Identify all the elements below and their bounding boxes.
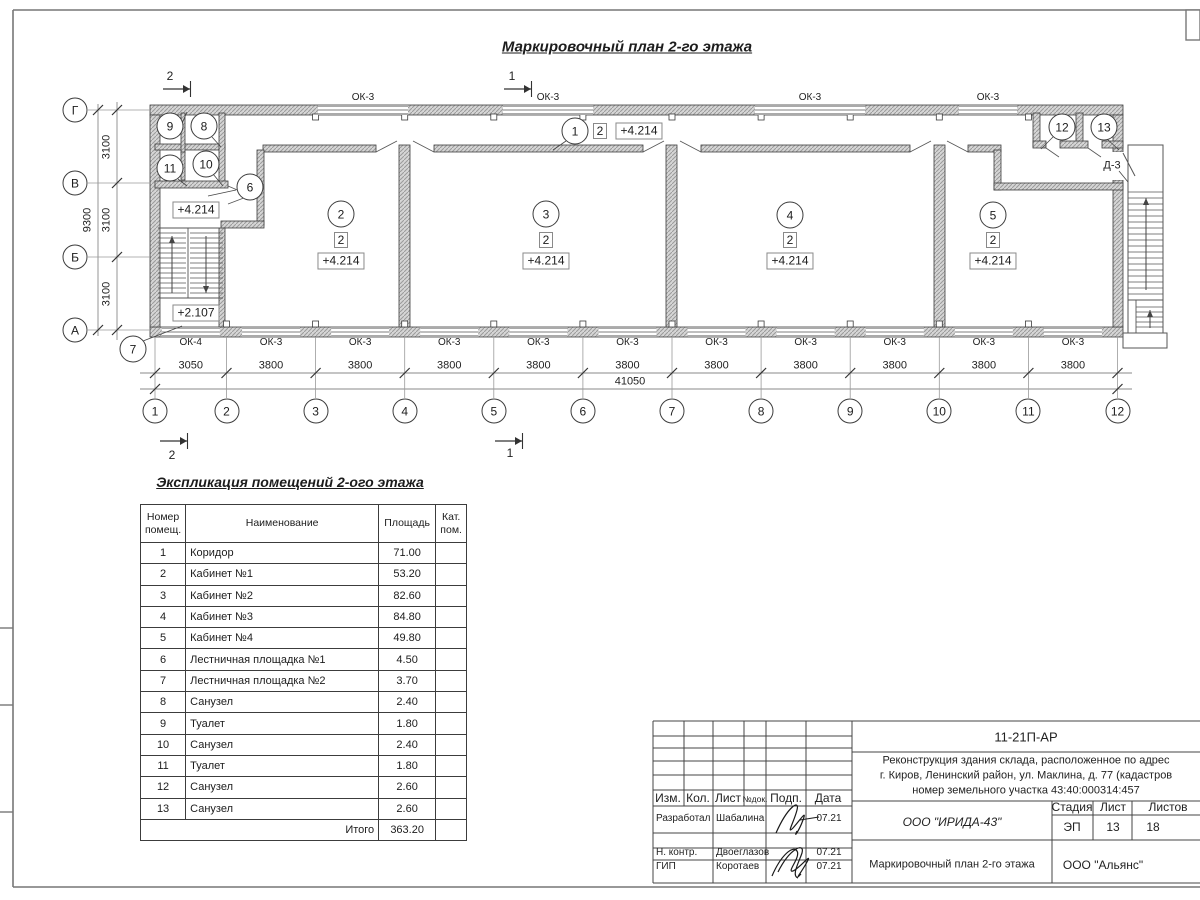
table-row [141,692,467,713]
cell-name: Санузел [186,734,379,755]
room-marker: 3 [533,201,560,228]
cell-name: Санузел [186,798,379,819]
cell-area: 1.80 [379,713,436,734]
tb-role-name: Шабалина [716,813,765,824]
plan-walls [150,105,1123,337]
table-row [141,755,467,776]
cell-category [436,692,467,713]
col-category: Кат. пом. [436,505,467,543]
project-line-1: Реконструкция здания склада, расположенное по адрес [882,754,1170,767]
cell-category [436,564,467,585]
room-category: 2 [986,232,1000,248]
window-label-bottom: ОК-3 [527,337,550,348]
table-row [141,628,467,649]
room-marker: 11 [157,155,184,182]
stage-value: ЭП [1063,820,1081,834]
dim-label: 3800 [793,359,818,372]
sheets-value: 18 [1146,820,1160,834]
table-total-row [141,819,467,840]
stair-lobby-level: +4.214 [172,202,219,219]
axis-circle-bottom: 6 [570,399,595,424]
cell-area: 2.60 [379,798,436,819]
room-marker: 6 [237,174,264,201]
cell-name: Лестничная площадка №1 [186,649,379,670]
cell-area: 2.40 [379,692,436,713]
axis-circle-bottom: 3 [303,399,328,424]
cell-name: Санузел [186,692,379,713]
col-number: Номер помещ. [141,505,186,543]
sheet-title: Маркировочный план 2-го этажа [869,858,1035,871]
window-label-bottom: ОК-3 [883,337,906,348]
axis-circle-left: В [63,171,88,196]
room-category: 2 [334,232,348,248]
window-label-bottom: ОК-3 [259,337,283,348]
window-label-bottom: ОК-3 [348,337,372,348]
cell-category [436,777,467,798]
window-label-top: ОК-3 [798,92,822,103]
dim-label-left: 3100 [100,134,113,159]
stairs [158,145,1167,348]
room-level: +4.214 [522,253,569,270]
stage-label: Стадия [1051,800,1093,814]
room-marker: 9 [157,113,184,140]
dim-label: 3800 [347,359,373,372]
cell-area: 3.70 [379,670,436,691]
window-label-bottom: ОК-3 [616,337,639,348]
signatures [772,805,819,878]
section-mark: 2 [166,69,174,83]
room-category: 2 [783,232,797,248]
axis-circle-bottom: 7 [660,399,685,424]
cell-category [436,798,467,819]
col-area: Площадь [379,505,436,543]
cell-number: 6 [141,649,186,670]
table-row [141,798,467,819]
cell-area: 4.50 [379,649,436,670]
project-line-3: номер земельного участка 43:40:000314:457 [912,784,1140,797]
axis-circle-bottom: 4 [392,399,417,424]
tb-role: Разработал [656,813,711,824]
cell-number: 4 [141,606,186,627]
cell-number: 1 [141,543,186,564]
cell-category [436,819,467,840]
room-marker: 7 [120,336,147,363]
sheet-label: Лист [1099,800,1127,814]
col-name: Наименование [186,505,379,543]
tb-col-ndoc: №док. [742,793,768,804]
dim-label: 3800 [704,359,729,372]
tb-col-izm: Изм. [655,791,681,805]
section-mark: 1 [508,69,516,83]
total-value: 363.20 [379,819,436,840]
tb-role-date: 07.21 [816,861,842,872]
table-row [141,585,467,606]
table-header-row [141,505,467,543]
window-label-bottom: ОК-3 [794,337,817,348]
tb-role-name: Коротаев [716,861,760,872]
cell-number: 7 [141,670,186,691]
axis-circle-bottom: 5 [481,399,506,424]
cell-area: 2.60 [379,777,436,798]
table-row [141,734,467,755]
axis-circle-bottom: 11 [1016,399,1041,424]
room-level: +4.214 [615,123,662,140]
room-marker: 8 [191,113,218,140]
cell-name: Кабинет №3 [186,606,379,627]
room-marker: 12 [1049,114,1076,141]
tb-col-kol: Кол. [686,791,710,805]
cell-name: Лестничная площадка №2 [186,670,379,691]
project-line-2: г. Киров, Ленинский район, ул. Маклина, д. 77 (кадастров [879,769,1173,782]
axis-circle-bottom: 12 [1105,399,1130,424]
cell-area: 82.60 [379,585,436,606]
dim-total-label: 41050 [614,375,646,388]
tb-role: Н. контр. [656,847,698,858]
room-marker: 13 [1091,114,1118,141]
cell-number: 5 [141,628,186,649]
cell-area: 49.80 [379,628,436,649]
window-label-top: ОК-3 [536,92,560,103]
tb-role: ГИП [656,861,676,872]
table-row [141,606,467,627]
cell-category [436,543,467,564]
explication-title: Экспликация помещений 2-ого этажа [156,474,424,490]
room-level: +4.214 [317,253,364,270]
axis-circle-bottom: 1 [143,399,168,424]
section-mark: 2 [168,448,176,462]
window-label-bottom: ОК-4 [179,337,202,348]
cell-name: Туалет [186,755,379,776]
doc-code: 11-21П-АР [994,729,1058,745]
stair-mid-level: +2.107 [172,305,219,322]
tb-role-date: 07.21 [816,847,842,858]
section-mark: 1 [506,446,514,460]
cell-number: 10 [141,734,186,755]
cell-number: 3 [141,585,186,606]
dim-label-left: 3100 [100,281,113,306]
cell-number: 8 [141,692,186,713]
table-row [141,670,467,691]
table-row [141,564,467,585]
room-level: +4.214 [766,253,813,270]
axis-circle-bottom: 9 [838,399,863,424]
org-name: ООО "ИРИДА-43" [902,815,1002,829]
tb-col-podp: Подп. [770,791,802,805]
table-row [141,649,467,670]
company-name: ООО "Альянс" [1062,858,1144,872]
window-label-bottom: ОК-3 [705,337,728,348]
tb-col-list: Лист [714,791,742,805]
cell-area: 71.00 [379,543,436,564]
cell-category [436,734,467,755]
cell-category [436,670,467,691]
axis-circle-bottom: 10 [927,399,952,424]
room-marker: 10 [193,151,220,178]
axis-circle-left: Г [63,98,88,123]
window-label-bottom: ОК-3 [972,337,996,348]
cell-area: 84.80 [379,606,436,627]
cell-number: 13 [141,798,186,819]
dim-total-left: 9300 [81,207,94,233]
room-marker: 4 [777,202,804,229]
axis-circle-bottom: 8 [749,399,774,424]
dim-label: 3050 [178,359,203,372]
room-marker: 2 [328,201,355,228]
dim-label-left: 3100 [100,207,113,233]
room-marker: 1 [562,118,589,145]
dim-label: 3800 [882,359,907,372]
tb-role-name: Двоеглазов [716,847,770,858]
door-label: Д-3 [1103,159,1121,172]
cell-name: Туалет [186,713,379,734]
window-label-bottom: ОК-3 [438,337,461,348]
cell-category [436,713,467,734]
window-label-bottom: ОК-3 [1061,337,1085,348]
cell-name: Санузел [186,777,379,798]
cell-name: Кабинет №2 [186,585,379,606]
table-row [141,713,467,734]
axis-circle-left: Б [63,245,88,270]
window-label-top: ОК-3 [976,92,1000,103]
table-row [141,543,467,564]
tb-role-date: 07.21 [816,813,842,824]
cell-category [436,585,467,606]
room-level: +4.214 [969,253,1016,270]
cell-name: Кабинет №1 [186,564,379,585]
dim-label: 3800 [615,359,640,372]
dim-label: 3800 [437,359,462,372]
cell-number: 11 [141,755,186,776]
cell-number: 12 [141,777,186,798]
explication-table [140,504,467,841]
sheets-label: Листов [1148,800,1188,814]
dim-label: 3800 [258,359,284,372]
cell-number: 2 [141,564,186,585]
cell-name: Коридор [186,543,379,564]
room-category: 2 [593,123,607,139]
room-marker: 5 [980,202,1007,229]
cell-category [436,755,467,776]
cell-area: 2.40 [379,734,436,755]
cell-category [436,628,467,649]
axis-circle-bottom: 2 [214,399,239,424]
cell-category [436,606,467,627]
dim-label: 3800 [526,359,551,372]
sheet-value: 13 [1106,820,1120,834]
dim-label: 3800 [1060,359,1086,372]
cell-area: 53.20 [379,564,436,585]
axis-circle-left: А [63,318,88,343]
cell-name: Кабинет №4 [186,628,379,649]
plan-title: Маркировочный план 2-го этажа [501,38,753,56]
room-category: 2 [539,232,553,248]
cell-area: 1.80 [379,755,436,776]
tb-col-data: Дата [814,791,842,805]
total-label: Итого [141,819,379,840]
cell-number: 9 [141,713,186,734]
window-label-top: ОК-3 [351,92,375,103]
cell-category [436,649,467,670]
dim-label: 3800 [971,359,997,372]
table-row [141,777,467,798]
